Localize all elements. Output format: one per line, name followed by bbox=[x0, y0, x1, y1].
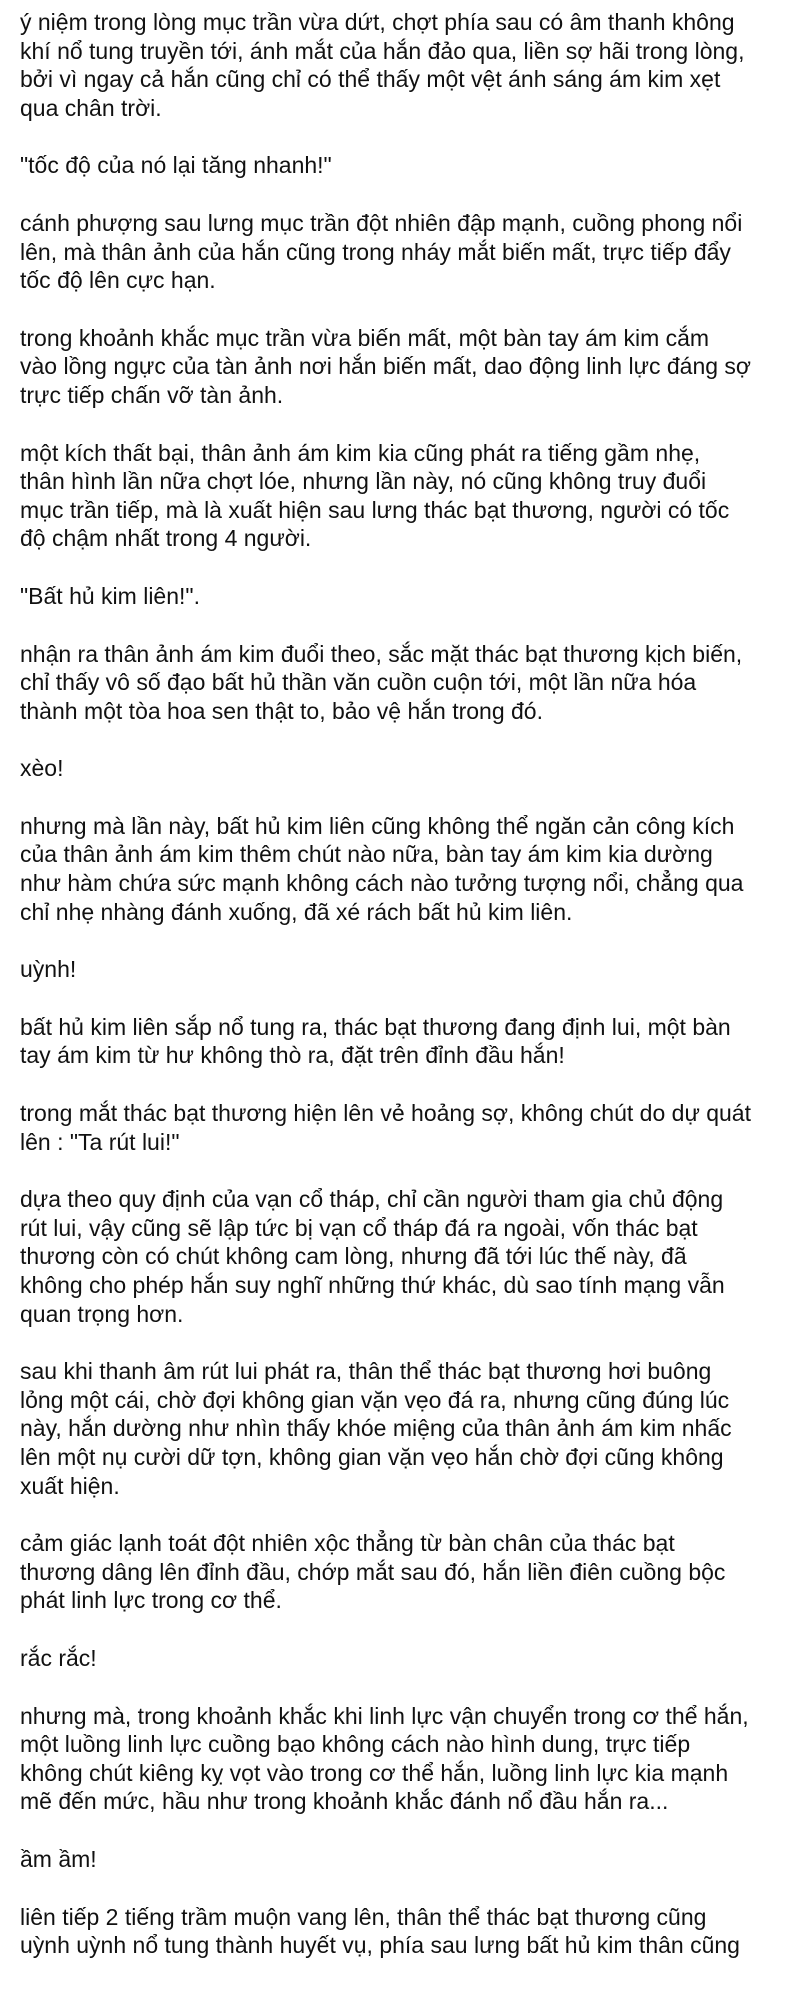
paragraph-18: ầm ầm! bbox=[20, 1845, 97, 1872]
paragraph-15: cảm giác lạnh toát đột nhiên xộc thẳng từ bàn chân của thác bạt thương dâng lên đỉnh đầu, chớp mắt sau đó, hắn liền điên cuồng bộc phát linh lực trong cơ thể. bbox=[20, 1530, 726, 1614]
paragraph-6: "Bất hủ kim liên!". bbox=[20, 582, 200, 609]
paragraph-10: uỳnh! bbox=[20, 956, 77, 983]
paragraph-12: trong mắt thác bạt thương hiện lên vẻ hoảng sợ, không chút do dự quát lên : "Ta rút lui!" bbox=[20, 1100, 751, 1155]
paragraph-11: bất hủ kim liên sắp nổ tung ra, thác bạt thương đang định lui, một bàn tay ám kim từ hư không thò ra, đặt trên đỉnh đầu hắn! bbox=[20, 1013, 731, 1069]
paragraph-16: rắc rắc! bbox=[20, 1644, 97, 1671]
paragraph-7: nhận ra thân ảnh ám kim đuổi theo, sắc mặt thác bạt thương kịch biến, chỉ thấy vô số đạo bất hủ thần văn cuồn cuộn tới, một lần nữa hóa thành một tòa hoa sen thật to, bảo vệ hắn trong đó. bbox=[20, 640, 743, 724]
paragraph-14: sau khi thanh âm rút lui phát ra, thân thể thác bạt thương hơi buông lỏng một cái, chờ đợi không gian vặn vẹo đá ra, nhưng cũng đúng lúc này, hắn dường như nhìn thấy khóe miệng của thân ảnh ám kim nhấc lên một nụ cười dữ tợn, không gian vặn vẹo hắn chờ đợi cũng không xuất hiện. bbox=[20, 1358, 732, 1499]
paragraph-2: "tốc độ của nó lại tăng nhanh!" bbox=[20, 152, 332, 179]
paragraph-13: dựa theo quy định của vạn cổ tháp, chỉ cần người tham gia chủ động rút lui, vậy cũng sẽ lập tức bị vạn cổ tháp đá ra ngoài, vốn thác bạt thương còn có chút không cam lòng, nhưng đã tới lúc thế này, đã không cho phép hắn suy nghĩ những thứ khác, dù sao tính mạng vẫn quan trọng hơn. bbox=[20, 1186, 725, 1327]
paragraph-8: xèo! bbox=[20, 755, 64, 782]
document-body bbox=[20, 8, 790, 1989]
paragraph-5: một kích thất bại, thân ảnh ám kim kia cũng phát ra tiếng gầm nhẹ, thân hình lần nữa chợt lóe, nhưng lần này, nó cũng không truy đuổi mục trần tiếp, mà là xuất hiện sau lưng thác bạt thương, người có tốc độ chậm nhất trong 4 người. bbox=[20, 439, 730, 552]
paragraph-19: liên tiếp 2 tiếng trầm muộn vang lên, thân thể thác bạt thương cũng uỳnh uỳnh nổ tung thành huyết vụ, phía sau lưng bất hủ kim thân cũng bbox=[20, 1903, 740, 1959]
paragraph-1: ý niệm trong lòng mục trần vừa dứt, chợt phía sau có âm thanh không khí nổ tung truyền tới, ánh mắt của hắn đảo qua, liền sợ hãi trong lòng, bởi vì ngay cả hắn cũng chỉ có thể thấy một vệt ánh sáng ám kim xẹt qua chân trời. bbox=[20, 9, 745, 121]
paragraph-3: cánh phượng sau lưng mục trần đột nhiên đập mạnh, cuồng phong nổi lên, mà thân ảnh của hắn cũng trong nháy mắt biến mất, trực tiếp đẩy tốc độ lên cực hạn. bbox=[20, 209, 743, 294]
paragraph-9: nhưng mà lần này, bất hủ kim liên cũng không thể ngăn cản công kích của thân ảnh ám kim thêm chút nào nữa, bàn tay ám kim kia dường như hàm chứa sức mạnh không cách nào tưởng tượng nổi, chẳng qua chỉ nhẹ nhàng đánh xuống, đã xé rách bất hủ kim liên. bbox=[20, 812, 744, 925]
paragraph-17: nhưng mà, trong khoảnh khắc khi linh lực vận chuyển trong cơ thể hắn, một luồng linh lực cuồng bạo không cách nào hình dung, trực tiếp không chút kiêng kỵ vọt vào trong cơ thể hắn, luồng linh lực kia mạnh mẽ đến mức, hầu như trong khoảnh khắc đánh nổ đầu hắn ra... bbox=[20, 1702, 749, 1815]
paragraph-4: trong khoảnh khắc mục trần vừa biến mất, một bàn tay ám kim cắm vào lồng ngực của tàn ảnh nơi hắn biến mất, dao động linh lực đáng sợ trực tiếp chấn vỡ tàn ảnh. bbox=[20, 324, 752, 408]
